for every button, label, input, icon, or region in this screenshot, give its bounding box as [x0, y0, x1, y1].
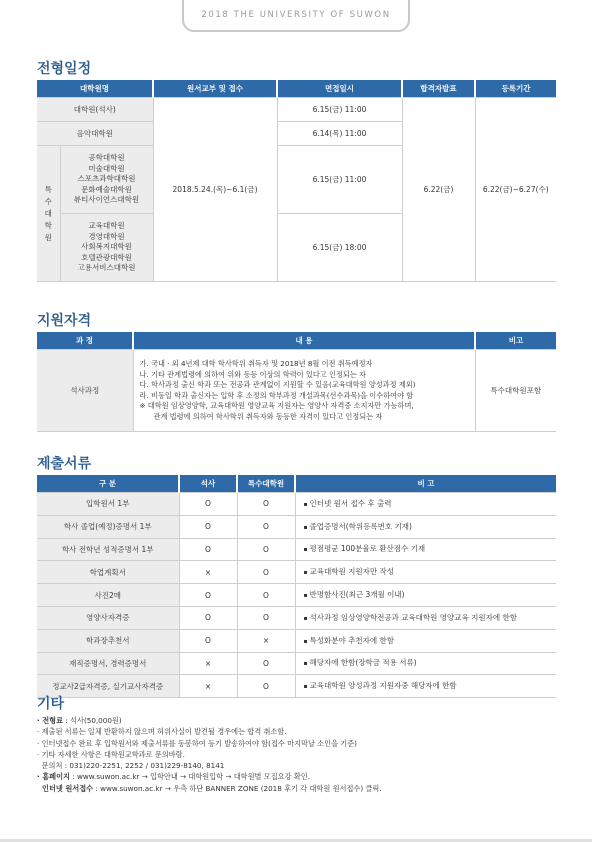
application-period: 2018.5.24.(목)~6.1(금)	[153, 98, 277, 282]
etc-line	[37, 783, 382, 794]
eligibility-title: 지원자격	[37, 313, 92, 329]
etc-line	[37, 760, 382, 771]
etc-line-text: · 기타 자세한 사항은 대학원교학과로 문의바람.	[37, 749, 185, 759]
document-note	[295, 515, 556, 538]
eligibility-note: 특수대학원포함	[475, 350, 556, 432]
note-text: 특성화분야 추천자에 한함	[309, 635, 394, 645]
eligibility-content	[133, 350, 475, 432]
documents-title: 제출서류	[37, 456, 92, 472]
table-row	[37, 493, 556, 516]
etc-line-text: : www.suwon.ac.kr → 우측 하단 BANNER ZONE (2018 후기 각 대학원 원서접수) 클릭.	[93, 783, 382, 793]
document-note	[295, 538, 556, 561]
special-mark: O	[237, 561, 295, 584]
schedule-header: 대학원명	[37, 80, 153, 98]
bullet-icon: ▪	[303, 592, 310, 600]
interview-time: 6.14(목) 11:00	[277, 122, 402, 146]
school-name: 대학원(석사)	[37, 98, 153, 122]
eligibility-table	[37, 332, 556, 432]
etc-list	[37, 715, 382, 794]
document-note	[295, 652, 556, 675]
document-note	[295, 606, 556, 629]
schedule-header: 등록기간	[475, 80, 556, 98]
special-group-text: 특수대학원	[44, 184, 52, 242]
etc-line-label: 인터넷 원서접수	[37, 783, 94, 793]
document-note	[295, 629, 556, 652]
documents-header: 비 고	[295, 475, 556, 493]
documents-header: 석사	[179, 475, 237, 493]
announce-date: 6.22(금)	[402, 98, 475, 282]
eligibility-line: 다. 학사과정 출신 학과 또는 전공과 관계없이 지원할 수 있음(교육대학원 양성과정 제외)	[139, 380, 416, 389]
school-name-list: 교육대학원 경영대학원 사회복지대학원 호텔관광대학원 고용서비스대학원	[60, 214, 153, 282]
document-name: 정교사2급자격증, 실기교사자격증	[37, 675, 179, 698]
document-name: 입학원서 1부	[37, 493, 179, 516]
master-mark: O	[179, 606, 237, 629]
school-name: 음악대학원	[37, 122, 153, 146]
etc-line-label: · 전형료	[37, 716, 64, 725]
special-mark: ×	[237, 629, 295, 652]
etc-line-text: : www.suwon.ac.kr → 입학안내 → 대학원입학 → 대학원별 모집요강 확인.	[70, 772, 310, 782]
eligibility-header: 내 용	[133, 332, 475, 350]
document-name: 학사 졸업(예정)증명서 1부	[37, 515, 179, 538]
schedule-table	[37, 80, 556, 282]
etc-line-text: · 인터넷접수 완료 후 입학원서와 제출서류를 동봉하여 등기 발송하여야 함(접수 마지막날 소인을 기준)	[37, 738, 357, 748]
etc-line-text: · 제출된 서류는 일체 반환하지 않으며 허위사실이 발견될 경우에는 합격 취소함.	[37, 727, 287, 737]
etc-line-label: · 홈페이지	[37, 772, 71, 782]
course-name: 석사과정	[37, 350, 133, 432]
schedule-header: 원서교부 및 접수	[153, 80, 277, 98]
bullet-icon: ▪	[303, 614, 310, 622]
master-mark: O	[179, 515, 237, 538]
master-mark: O	[179, 493, 237, 516]
document-note	[295, 675, 556, 698]
eligibility-line: 나. 기타 관계법령에 의하여 위와 동등 이상의 학력이 있다고 인정되는 자	[139, 369, 366, 379]
schedule-title: 전형일정	[37, 61, 92, 77]
special-mark: O	[237, 538, 295, 561]
etc-line-text: 문의처 : 031)220-2251, 2252 / 031)229-8140, 8141	[37, 761, 225, 771]
documents-header: 구 분	[37, 475, 179, 493]
special-group-label	[37, 146, 60, 282]
document-name: 재직증명서, 경력증명서	[37, 652, 179, 675]
document-name: 영양사자격증	[37, 606, 179, 629]
special-mark: O	[237, 515, 295, 538]
document-name: 학과장추천서	[37, 629, 179, 652]
etc-line	[37, 726, 382, 737]
table-row	[37, 675, 556, 698]
eligibility-line: 가. 국내 · 외 4년제 대학 학사학위 취득자 및 2018년 8월 이전 취득예정자	[139, 359, 373, 368]
master-mark: ×	[179, 652, 237, 675]
bullet-icon: ▪	[303, 569, 310, 577]
note-text: 반명함사진(최근 3개월 이내)	[309, 590, 405, 600]
documents-header: 특수대학원	[237, 475, 295, 493]
note-text: 졸업증명서(학위등록번호 기재)	[309, 521, 412, 531]
document-name: 학사 전학년 성적증명서 1부	[37, 538, 179, 561]
eligibility-header: 비고	[475, 332, 556, 350]
etc-line	[37, 738, 382, 749]
eligibility-header: 과 정	[37, 332, 133, 350]
bullet-icon: ▪	[303, 500, 310, 508]
schedule-header: 합격자발표	[402, 80, 475, 98]
document-note	[295, 584, 556, 607]
note-text: 인터넷 원서 접수 후 출력	[309, 498, 392, 508]
etc-line	[37, 771, 382, 782]
registration-period: 6.22(금)~6.27(수)	[475, 98, 556, 282]
document-note	[295, 493, 556, 516]
eligibility-line: 라. 비동일 학과 출신자는 입학 후 소정의 학부과정 개설과목(선수과목)을 이수하여야 함	[139, 390, 414, 400]
table-row	[37, 538, 556, 561]
document-note	[295, 561, 556, 584]
document-name: 학업계획서	[37, 561, 179, 584]
document-name: 사진2매	[37, 584, 179, 607]
table-row	[37, 606, 556, 629]
note-text: 교육대학원 지원자만 작성	[309, 567, 394, 577]
master-mark: O	[179, 538, 237, 561]
etc-line	[37, 749, 382, 760]
table-row	[37, 629, 556, 652]
note-text: 평점평균 100분율로 환산점수 기재	[309, 544, 426, 554]
schedule-header: 면접일시	[277, 80, 402, 98]
special-mark: O	[237, 493, 295, 516]
master-mark: ×	[179, 675, 237, 698]
etc-line	[37, 715, 382, 726]
etc-title: 기타	[37, 696, 65, 712]
master-mark: O	[179, 584, 237, 607]
documents-table	[37, 475, 556, 698]
school-name-list: 공학대학원 미술대학원 스포츠과학대학원 문화예술대학원 뷰티사이언스대학원	[60, 146, 153, 214]
special-mark: O	[237, 652, 295, 675]
interview-time: 6.15(금) 18:00	[277, 214, 402, 282]
bullet-icon: ▪	[303, 660, 310, 668]
bullet-icon: ▪	[303, 523, 310, 531]
note-text: 교육대학원 양성과정 지원자중 해당자에 한함	[309, 681, 457, 691]
master-mark: ×	[179, 561, 237, 584]
table-row	[37, 515, 556, 538]
interview-time: 6.15(금) 11:00	[277, 98, 402, 122]
table-row	[37, 561, 556, 584]
header-tab	[182, 0, 410, 32]
table-row	[37, 652, 556, 675]
eligibility-line: ※ 대학원 임상영양학, 교육대학원 영양교육 지원자는 영양사 자격증 소지자만 가능하며,	[139, 401, 414, 410]
etc-line-text: : 석사(50,000원)	[63, 716, 122, 725]
master-mark: O	[179, 629, 237, 652]
special-mark: O	[237, 606, 295, 629]
interview-time: 6.15(금) 11:00	[277, 146, 402, 214]
special-mark: O	[237, 675, 295, 698]
table-row	[37, 584, 556, 607]
bullet-icon: ▪	[303, 683, 310, 691]
note-text: 해당자에 한함(장학금 적용 서류)	[309, 658, 417, 668]
bullet-icon: ▪	[303, 546, 310, 554]
special-mark: O	[237, 584, 295, 607]
bullet-icon: ▪	[303, 637, 310, 645]
note-text: 석사과정 임상영양학전공과 교육대학원 영양교육 지원자에 한함	[309, 612, 518, 622]
university-label: 2018 THE UNIVERSITY OF SUWON	[201, 10, 391, 20]
eligibility-line: 관계 법령에 의하여 학사학위 취득자와 동등한 자격이 있다고 인정되는 자	[153, 411, 383, 421]
